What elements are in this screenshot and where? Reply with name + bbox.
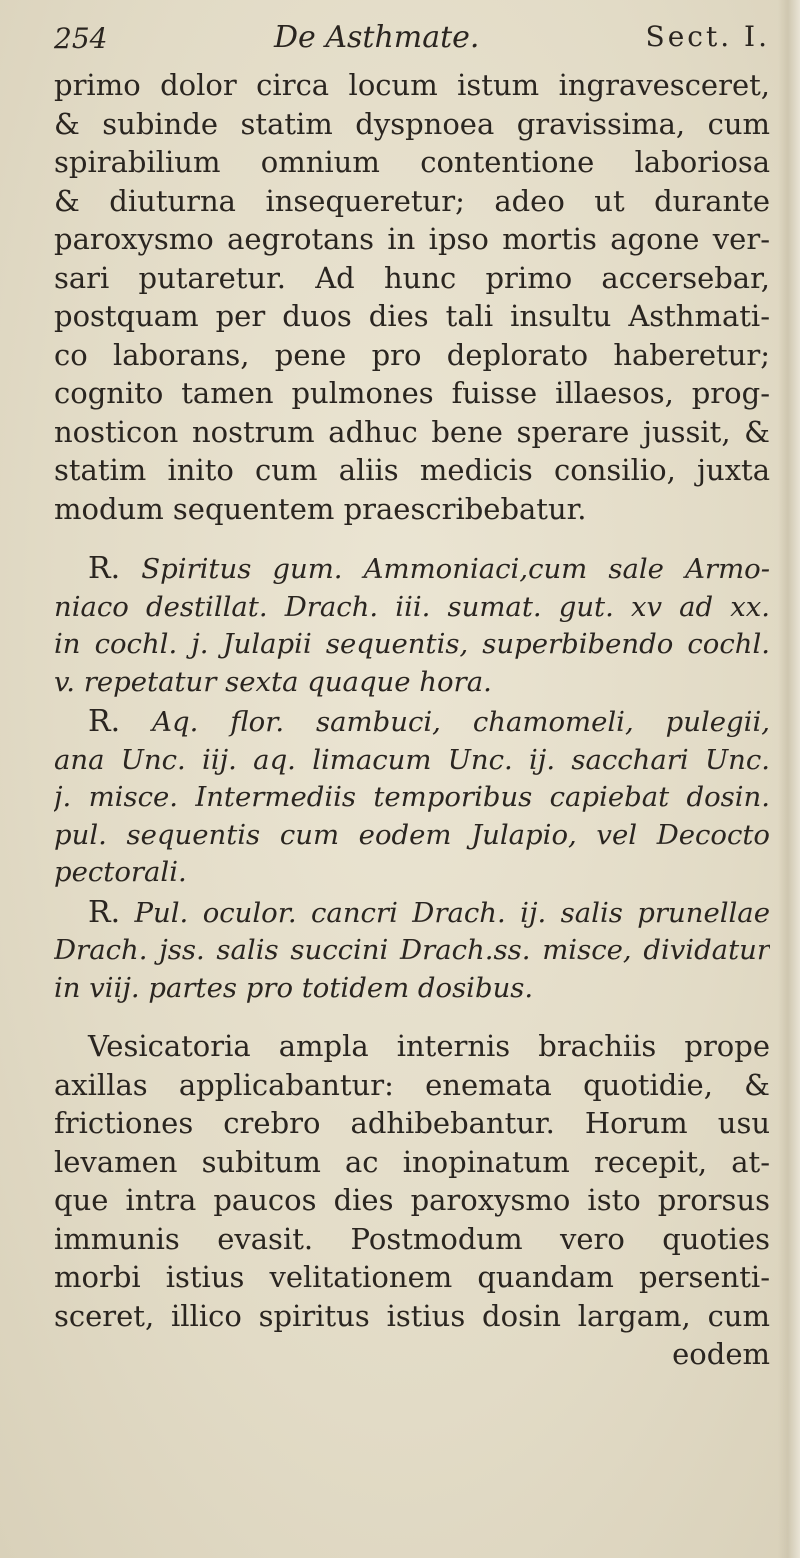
recipe-line: in viij. partes pro totidem dosibus. xyxy=(54,971,534,1004)
running-title: De Asthmate. xyxy=(274,20,480,55)
text-line: spirabilium omnium contentione laboriosa xyxy=(54,145,770,179)
text-line: morbi istius velitationem quandam persenti- xyxy=(54,1260,770,1294)
text-line xyxy=(54,1027,770,1066)
prescription-1 xyxy=(54,550,770,701)
text-line: & subinde statim dyspnoea gravissima, cum xyxy=(54,106,770,141)
text-line: nosticon nostrum adhuc bene sperare jussit, & xyxy=(54,414,770,449)
text-line: modum sequentem praescribebatur. xyxy=(54,491,587,526)
page-edge-shadow xyxy=(778,0,800,1558)
text-line: levamen subitum ac inopinatum recepit, at- xyxy=(54,1144,770,1179)
recipe-line: v. repetatur sexta quaque hora. xyxy=(54,665,492,698)
recipe-symbol: R. xyxy=(88,551,121,586)
recipe-line: j. misce. Intermediis temporibus capiebat dosin. xyxy=(54,781,770,813)
recipe-text: Pul. oculor. cancri Drach. ij. salis prunellae xyxy=(134,896,770,929)
prescription-2 xyxy=(54,703,770,892)
recipe-line xyxy=(54,703,770,742)
text-line: statim inito cum aliis medicis consilio, juxta xyxy=(54,453,770,487)
recipe-text: Spiritus gum. Ammoniaci,cum sale Armo- xyxy=(141,553,770,585)
text-line: axillas applicabantur: enemata quotidie, & xyxy=(54,1067,770,1102)
prescription-3 xyxy=(54,894,770,1008)
paragraph-case-history xyxy=(54,66,770,528)
text-line: sceret, illico spiritus istius dosin largam, cum xyxy=(54,1298,770,1333)
recipe-symbol: R. xyxy=(88,704,121,739)
text-line: que intra paucos dies paroxysmo isto prorsus xyxy=(54,1183,770,1217)
recipe-text: Aq. flor. sambuci, chamomeli, pulegii, xyxy=(152,706,770,738)
catchword: eodem xyxy=(672,1337,770,1371)
running-head xyxy=(54,18,770,66)
recipe-line xyxy=(54,550,770,589)
page-number: 254 xyxy=(54,22,108,55)
section-label: Sect. I. xyxy=(645,20,770,53)
text-line: frictiones crebro adhibebantur. Horum usu xyxy=(54,1106,770,1140)
recipe-symbol: R. xyxy=(88,894,121,930)
recipe-line xyxy=(54,894,770,933)
recipe-line: ana Unc. iij. aq. limacum Unc. ij. sacchari Unc. xyxy=(54,743,770,776)
recipe-line: pul. sequentis cum eodem Julapio, vel Decocto xyxy=(54,818,770,851)
text-line: & diuturna insequeretur; adeo ut durante xyxy=(54,183,770,218)
recipe-line: pectorali. xyxy=(54,856,187,888)
text-line: primo dolor circa locum istum ingravesceret, xyxy=(54,68,770,102)
text-line: cognito tamen pulmones fuisse illaesos, prog- xyxy=(54,376,770,410)
recipe-line: in cochl. j. Julapii sequentis, superbibendo cochl. xyxy=(54,628,770,660)
recipe-line: Drach. jss. salis succini Drach.ss. misce, dividatur xyxy=(54,934,770,966)
text-line: immunis evasit. Postmodum vero quoties xyxy=(54,1221,770,1256)
text-line: postquam per duos dies tali insultu Asthmati- xyxy=(54,299,770,333)
text-line: paroxysmo aegrotans in ipso mortis agone ver- xyxy=(54,222,770,256)
paragraph-treatment xyxy=(54,1027,770,1374)
recipe-line: niaco destillat. Drach. iii. sumat. gut. xv ad xx. xyxy=(54,590,770,623)
text-line: co laborans, pene pro deplorato haberetur; xyxy=(54,337,770,372)
text-line-content: Vesicatoria ampla internis brachiis prope xyxy=(88,1029,770,1063)
text-line: sari putaretur. Ad hunc primo accersebar, xyxy=(54,260,770,295)
